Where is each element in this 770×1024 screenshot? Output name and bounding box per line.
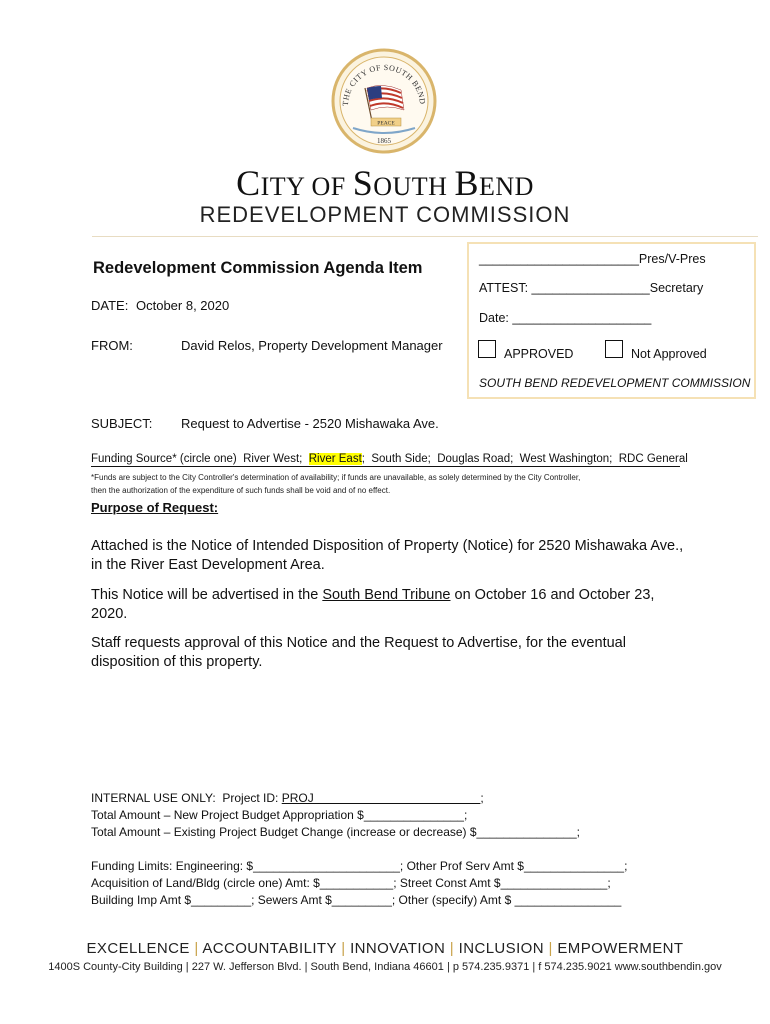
city-seal-icon [331,46,437,156]
city-title-ity-of: ITY OF [260,172,353,201]
commission-title: REDEVELOPMENT COMMISSION [199,202,571,227]
approval-commission-name: SOUTH BEND REDEVELOPMENT COMMISSION [479,376,751,390]
funding-limits-line[interactable]: Funding Limits: Engineering: $______________________; Other Prof Serv Amt $_______________; [91,859,628,873]
date-value: October 8, 2020 [136,298,230,313]
agenda-heading: Redevelopment Commission Agenda Item [93,259,423,277]
south-bend-tribune-link[interactable]: South Bend Tribune [322,587,451,603]
footer-separator: | [341,940,346,957]
from-label: FROM: [91,338,133,353]
city-title-b: B [454,163,479,203]
existing-budget-line[interactable]: Total Amount – Existing Project Budget Change (increase or decrease) $_______________; [91,825,580,839]
seal-arc-text: THE CITY OF SOUTH BEND [340,62,428,107]
value-empowerment: EMPOWERMENT [557,940,684,957]
project-id-field[interactable]: PROJ [281,791,481,805]
approved-label: APPROVED [504,347,574,361]
funding-divider [91,466,680,467]
funding-note-1: *Funds are subject to the City Controller's determination of availability; if funds are unavailable, as solely determined by the City Controller, [91,473,581,482]
not-approved-label: Not Approved [631,347,707,361]
pres-signature-line[interactable]: _______________________Pres/V-Pres [479,252,706,266]
building-imp-line[interactable]: Building Imp Amt $_________; Sewers Amt $_________; Other (specify) Amt $ ________________ [91,893,622,907]
purpose-paragraph-3: Staff requests approval of this Notice and the Request to Advertise, for the eventual disposition of this property. [91,635,626,670]
title-divider [92,236,758,237]
acquisition-line[interactable]: Acquisition of Land/Bldg (circle one) Amt: $___________; Street Const Amt $________________; [91,876,611,890]
funding-source-suffix: ; South Side; Douglas Road; West Washington; RDC General [361,453,688,465]
project-id-end: ; [480,791,484,805]
internal-project-id-line [91,789,484,807]
purpose-paragraph-1: Attached is the Notice of Intended Disposition of Property (Notice) for 2520 Mishawaka Ave., in the River East Development Area. [91,538,684,573]
subject-label: SUBJECT: [91,416,153,431]
funding-source-line [91,453,688,465]
footer-values [0,940,770,957]
city-title-s: S [352,163,374,203]
funding-note-2: then the authorization of the expenditure of such funds shall be void and of no effect. [91,486,391,495]
value-accountability: ACCOUNTABILITY [202,940,337,957]
subject-value: Request to Advertise - 2520 Mishawaka Ave. [181,416,439,431]
city-seal [331,46,437,156]
value-excellence: EXCELLENCE [86,940,190,957]
footer-address: 1400S County-City Building | 227 W. Jefferson Blvd. | South Bend, Indiana 46601 | p 574.235.9371 | f 574.235.9021 www.southbendin.gov [48,961,722,973]
attest-signature-line[interactable]: ATTEST: _________________Secretary [479,281,704,295]
seal-year: 1865 [377,137,391,145]
approval-date-line[interactable]: Date: ____________________ [479,311,652,325]
date-label: DATE: [91,298,129,313]
from-value: David Relos, Property Development Manager [181,338,443,353]
not-approved-checkbox[interactable] [605,340,623,358]
footer-separator: | [194,940,199,957]
new-budget-line[interactable]: Total Amount – New Project Budget Appropriation $_______________; [91,808,468,822]
funding-source-prefix: Funding Source* (circle one) River West; [91,453,309,465]
funding-source-selected[interactable]: River East [308,453,362,465]
value-inclusion: INCLUSION [458,940,544,957]
footer-separator: | [449,940,455,957]
seal-banner-text: PEACE [377,120,395,127]
value-innovation: INNOVATION [350,940,446,957]
purpose-heading: Purpose of Request: [91,500,219,515]
approved-checkbox[interactable] [478,340,496,358]
purpose-paragraph-2-start: This Notice will be advertised in the [91,587,323,603]
purpose-paragraph-2-end: on October 16 and October 23, 2020. [91,587,655,622]
city-title [0,162,770,204]
city-title-end: END [478,172,534,201]
city-title-c: C [236,163,261,203]
city-title-outh: OUTH [373,172,455,201]
purpose-paragraph-2 [91,586,691,624]
footer-separator: | [548,940,553,957]
approval-box [467,242,756,399]
internal-use-label: INTERNAL USE ONLY: Project ID: [91,791,282,805]
